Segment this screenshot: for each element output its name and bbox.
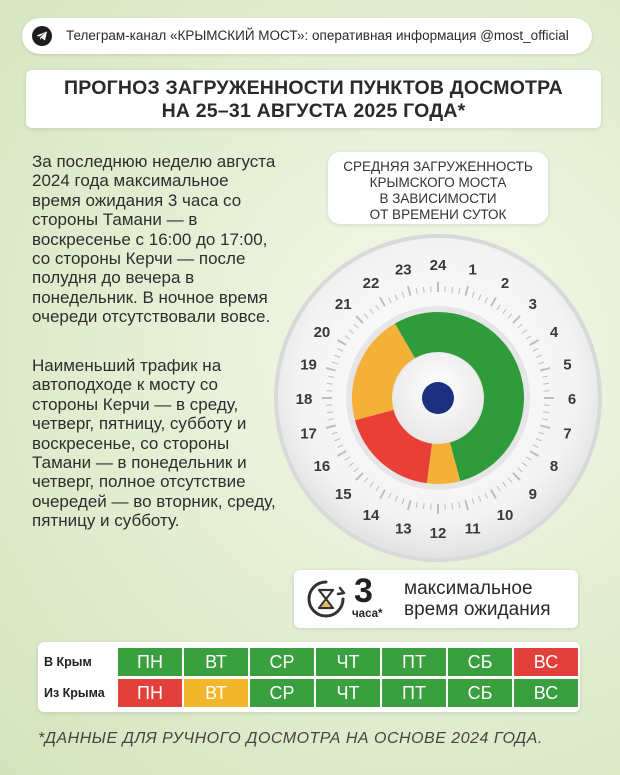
title-line-1: ПРОГНОЗ ЗАГРУЖЕННОСТИ ПУНКТОВ ДОСМОТРА (64, 77, 563, 99)
clock-hour-label: 19 (300, 356, 317, 374)
day-cell: ВТ (184, 679, 248, 707)
clock-caption-line: В ЗАВИСИМОСТИ (379, 191, 497, 206)
hourglass-clock-icon (304, 578, 348, 620)
clock-hour-label: 4 (549, 324, 559, 341)
clock-caption (328, 152, 548, 224)
paragraph-max-wait: За последнюю неделю августа 2024 года максимальное время ожидания 3 часа со стороны Тамани — в воскресенье с 16:00 до 17:00, со стороны Керчи — после полудня до вечера в понедельник. В ночное время очереди отсутствовали вовсе. (32, 152, 276, 327)
day-cell: ПТ (382, 679, 446, 707)
title-line-2: НА 25–31 АВГУСТА 2025 ГОДА* (161, 100, 466, 122)
clock-hour-label: 18 (295, 391, 313, 408)
footnote: *ДАННЫЕ ДЛЯ РУЧНОГО ДОСМОТРА НА ОСНОВЕ 2024 ГОДА. (38, 730, 543, 747)
clock-hour-label: 10 (496, 507, 514, 525)
clock-hour-label: 9 (528, 485, 537, 503)
day-cell: ВС (514, 648, 578, 676)
clock-hour-label: 12 (429, 525, 447, 542)
clock-hour-label: 24 (429, 257, 447, 274)
day-cell: ПТ (382, 648, 446, 676)
row-label: Из Крыма (44, 686, 105, 700)
clock-hour-label: 5 (563, 356, 572, 374)
clock-hour-label: 11 (464, 520, 481, 538)
day-cell: СР (250, 679, 314, 707)
schedule-row-to-crimea (38, 647, 580, 677)
weekly-schedule-table (38, 642, 580, 712)
clock-hour-label: 13 (394, 520, 412, 538)
clock-caption-line: СРЕДНЯЯ ЗАГРУЖЕННОСТЬ (343, 159, 533, 174)
clock-caption-line: КРЫМСКОГО МОСТА (369, 175, 507, 190)
load-clock-chart (272, 232, 604, 564)
telegram-icon (32, 26, 52, 46)
day-cell: СР (250, 648, 314, 676)
wait-label: максимальное время ожидания (404, 578, 551, 620)
day-cell: ПН (118, 648, 182, 676)
clock-hour-label: 2 (500, 274, 510, 292)
clock-hour-label: 21 (334, 296, 352, 314)
clock-hour-label: 14 (362, 507, 380, 525)
day-cell: ЧТ (316, 679, 380, 707)
clock-hour-label: 15 (334, 485, 352, 503)
wait-number: 3 (354, 572, 373, 610)
clock-hour-label: 17 (300, 425, 317, 443)
clock-hour-label: 20 (313, 324, 331, 341)
clock-hour-label: 3 (528, 296, 537, 314)
clock-center-dot (422, 382, 454, 414)
paragraph-min-traffic: Наименьший трафик на автоподходе к мосту со стороны Керчи — в среду, четверг, пятницу, субботу и воскресенье, со стороны Тамани — в понедельник и четверг, полное отсутствие очередей — во вторник, среду, пятницу и субботу. (32, 356, 276, 531)
channel-text: Телеграм-канал «КРЫМСКИЙ МОСТ»: оперативная информация @most_official (66, 28, 569, 43)
day-cell: ВС (514, 679, 578, 707)
row-label: В Крым (44, 655, 92, 669)
clock-hour-label: 22 (362, 274, 380, 292)
clock-hour-label: 16 (313, 458, 331, 475)
clock-hour-label: 6 (567, 391, 577, 408)
schedule-row-from-crimea (38, 678, 580, 708)
max-wait-legend (294, 570, 578, 628)
day-cell: СБ (448, 679, 512, 707)
clock-hour-label: 8 (549, 458, 559, 475)
wait-unit: часа* (352, 608, 383, 620)
clock-hour-label: 7 (563, 425, 572, 443)
day-cell: ВТ (184, 648, 248, 676)
day-cell: ЧТ (316, 648, 380, 676)
clock-hour-label: 1 (468, 261, 477, 279)
day-cell: СБ (448, 648, 512, 676)
clock-caption-line: ОТ ВРЕМЕНИ СУТОК (369, 207, 507, 222)
channel-banner (22, 18, 592, 54)
clock-hour-label: 23 (394, 261, 412, 279)
page-title (26, 70, 601, 128)
day-cell: ПН (118, 679, 182, 707)
